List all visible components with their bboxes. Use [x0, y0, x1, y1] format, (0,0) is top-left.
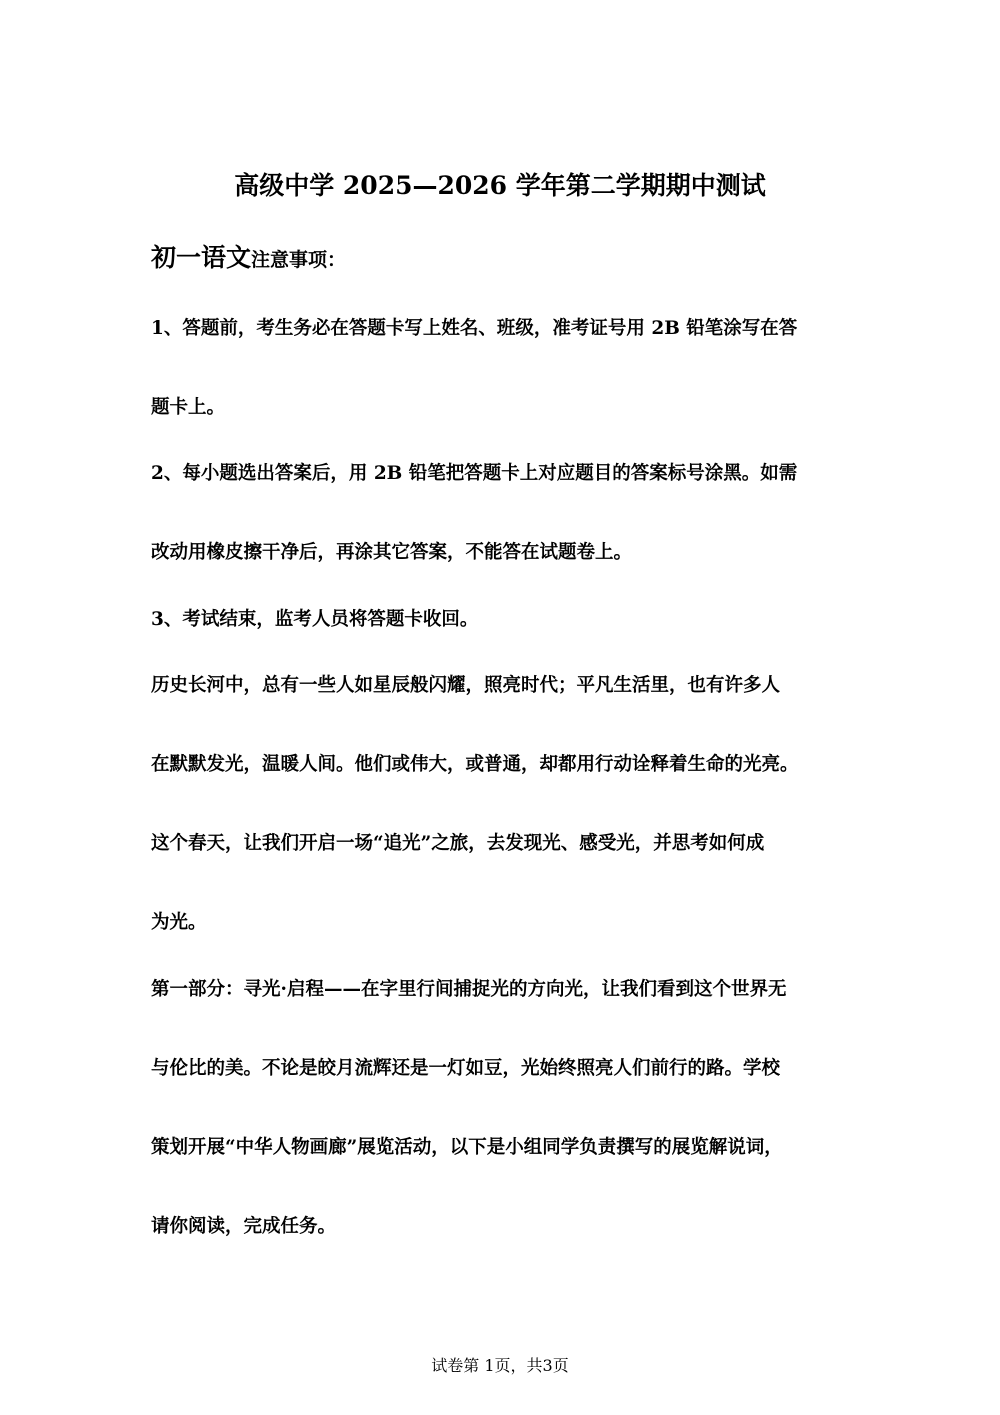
instruction-line: 2、每小题选出答案后，用 2B 铅笔把答题卡上对应题目的答案标号涂黑。如需 [151, 463, 798, 484]
subject-line [151, 240, 346, 279]
part-one-line: 策划开展“中华人物画廊”展览活动，以下是小组同学负责撰写的展览解说词， [151, 1137, 783, 1158]
intro-line: 为光。 [151, 912, 207, 933]
part-one-line: 请你阅读，完成任务。 [151, 1216, 337, 1237]
subject-name: 初一语文 [151, 243, 252, 272]
instruction-line: 1、答题前，考生务必在答题卡写上姓名、班级，准考证号用 2B 铅笔涂写在答 [151, 318, 798, 339]
notice-label: 注意事项： [251, 249, 347, 271]
intro-line: 历史长河中，总有一些人如星辰般闪耀，照亮时代；平凡生活里，也有许多人 [151, 675, 781, 696]
intro-line: 这个春天，让我们开启一场“追光”之旅，去发现光、感受光，并思考如何成 [151, 833, 765, 854]
instruction-line: 题卡上。 [151, 397, 226, 418]
instruction-line: 改动用橡皮擦干净后，再涂其它答案，不能答在试题卷上。 [151, 542, 633, 563]
exam-title: 高级中学 2025—2026 学年第二学期期中测试 [234, 171, 766, 200]
part-one-line: 第一部分：寻光·启程——在字里行间捕捉光的方向光，让我们看到这个世界无 [151, 979, 787, 1000]
part-one-line: 与伦比的美。不论是皎月流辉还是一灯如豆，光始终照亮人们前行的路。学校 [151, 1058, 781, 1079]
page-footer: 试卷第 1页，共3页 [431, 1356, 569, 1375]
instruction-line: 3、考试结束，监考人员将答题卡收回。 [151, 609, 479, 630]
intro-line: 在默默发光，温暖人间。他们或伟大，或普通，却都用行动诠释着生命的光亮。 [151, 754, 799, 775]
